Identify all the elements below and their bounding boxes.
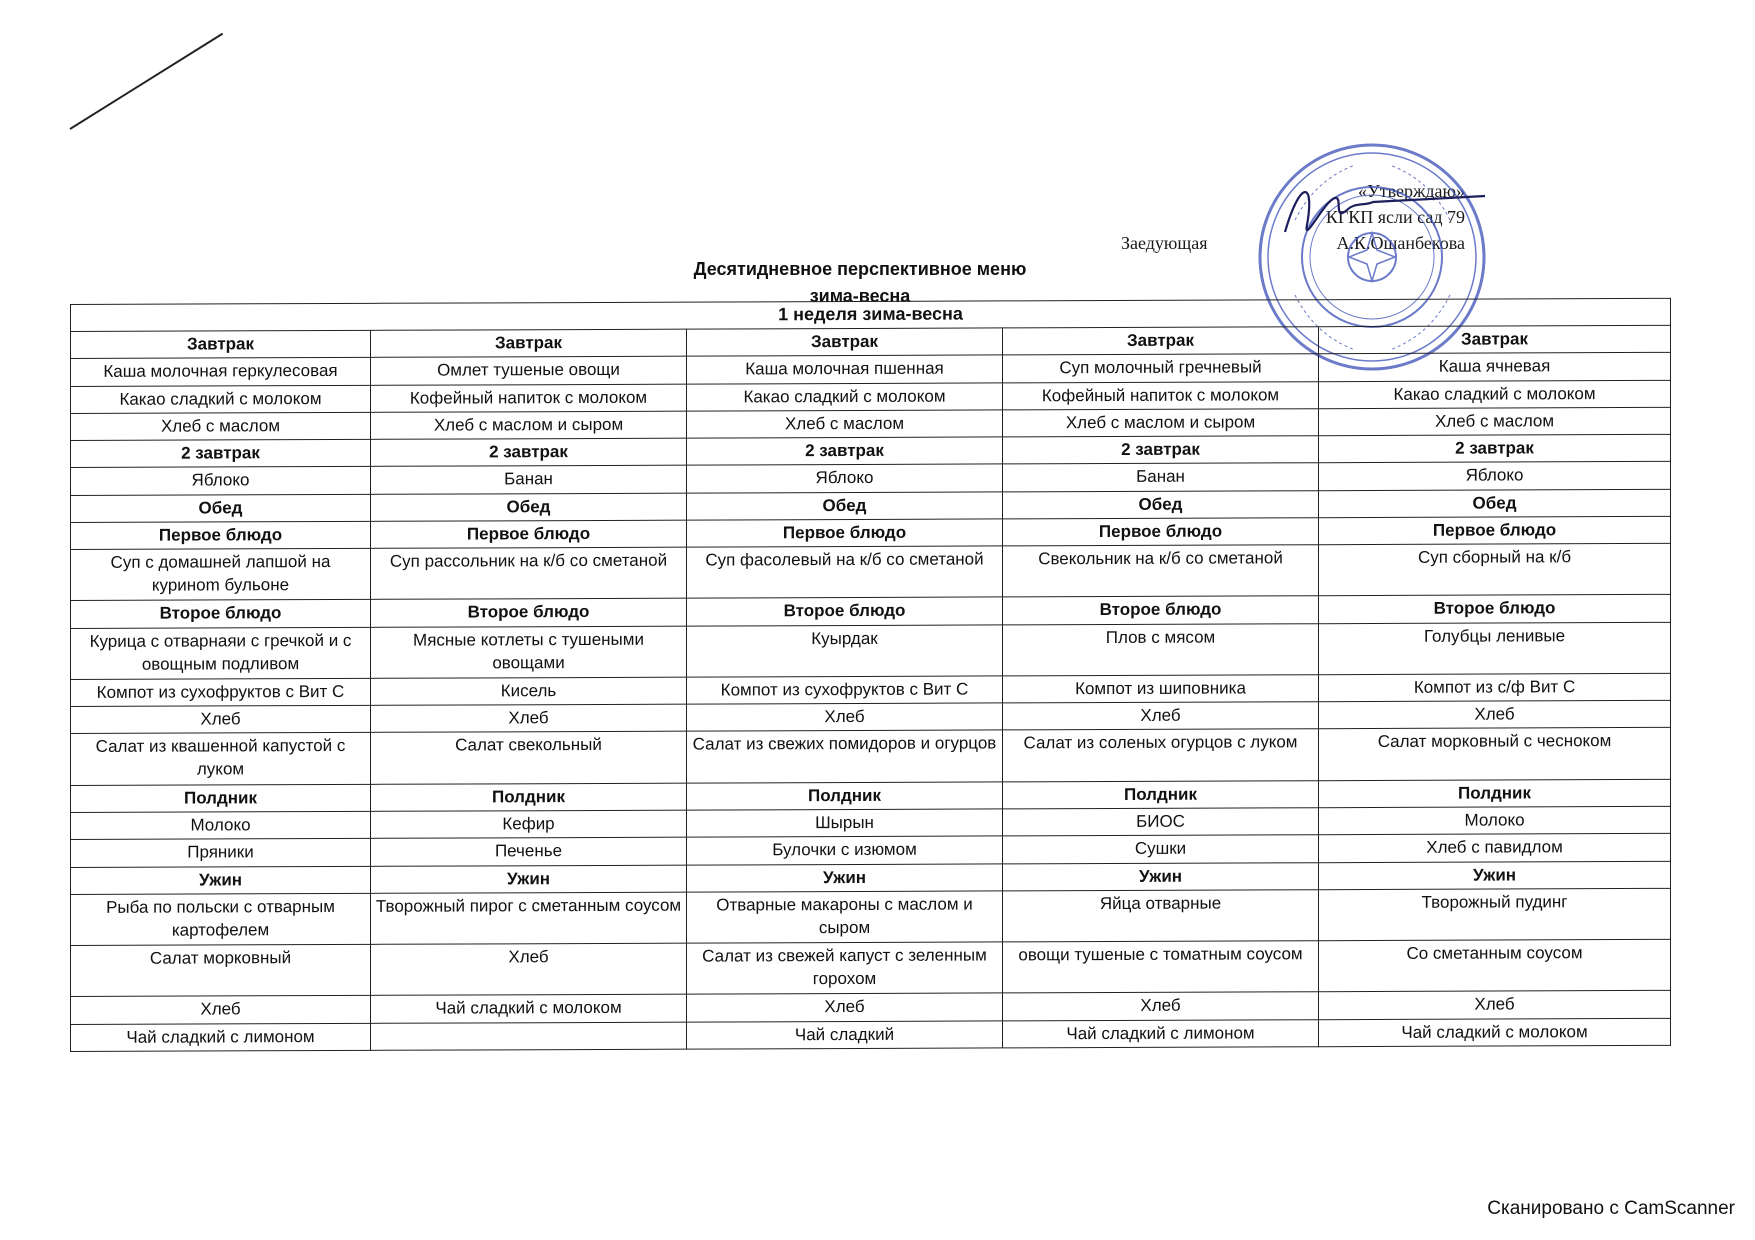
section-header-cell: 2 завтрак xyxy=(1319,435,1671,464)
menu-cell: Яблоко xyxy=(71,467,371,495)
menu-cell: Молоко xyxy=(71,811,371,839)
menu-cell: Каша молочная геркулесовая xyxy=(71,358,371,386)
menu-cell: Суп сборный на к/б xyxy=(1319,543,1671,596)
menu-cell: Шырын xyxy=(687,809,1003,837)
menu-cell: Кофейный напиток с молоком xyxy=(371,384,687,412)
menu-cell: Хлеб xyxy=(1003,702,1319,730)
menu-table xyxy=(70,298,1671,1052)
menu-cell: Печенье xyxy=(371,837,687,865)
section-header-cell: Обед xyxy=(1319,489,1671,518)
menu-cell: Салат свекольный xyxy=(371,732,687,785)
section-header-cell: Второе блюдо xyxy=(1319,595,1671,624)
menu-cell: Салат морковный xyxy=(71,944,371,996)
menu-cell: Какао сладкий с молоком xyxy=(1319,380,1671,409)
section-header-cell: Второе блюдо xyxy=(1003,596,1319,624)
menu-cell: Пряники xyxy=(71,839,371,867)
menu-cell: Хлеб xyxy=(687,703,1003,731)
menu-cell: Творожный пирог с сметанным соусом xyxy=(371,892,687,945)
menu-cell: Компот из сухофруктов с Вит С xyxy=(687,676,1003,704)
section-header-cell: Ужин xyxy=(687,863,1003,891)
menu-cell: Суп рассольник на к/б со сметаной xyxy=(371,547,687,600)
menu-cell: Салат из соленых огурцов с луком xyxy=(1003,729,1319,782)
section-header-cell: Первое блюдо xyxy=(1003,518,1319,546)
menu-cell: Плов с мясом xyxy=(1003,623,1319,676)
menu-cell: Суп молочный гречневый xyxy=(1003,354,1319,382)
section-header-cell: Ужин xyxy=(1319,861,1671,890)
title-line-2: зима-весна xyxy=(809,286,911,306)
menu-cell: Хлеб с маслом и сыром xyxy=(371,411,687,439)
table-row xyxy=(71,728,1671,785)
section-header-cell: Полдник xyxy=(1003,781,1319,809)
menu-cell: Яйца отварные xyxy=(1003,889,1319,942)
section-header-cell: Второе блюдо xyxy=(71,600,371,628)
pen-mark-line xyxy=(69,33,223,130)
menu-cell: Хлеб с маслом xyxy=(71,412,371,440)
section-header-cell: Ужин xyxy=(71,866,371,894)
menu-cell: Омлет тушеные овощи xyxy=(371,357,687,385)
camscanner-footer: Сканировано с CamScanner xyxy=(1487,1198,1735,1219)
menu-cell: Какао сладкий с молоком xyxy=(71,385,371,413)
table-row xyxy=(71,1018,1671,1052)
menu-cell: Хлеб с павидлом xyxy=(1319,834,1671,863)
menu-cell: Хлеб с маслом xyxy=(1319,407,1671,436)
table-row xyxy=(71,622,1671,679)
menu-cell: Рыба по польски с отварным картофелем xyxy=(71,893,371,945)
menu-cell: Салат из свежих помидоров и огурцов xyxy=(687,730,1003,783)
title-line-1: Десятидневное перспективное меню xyxy=(693,259,1027,279)
menu-cell: Яблоко xyxy=(1319,462,1671,491)
menu-cell xyxy=(371,1022,687,1051)
table-row xyxy=(71,543,1671,600)
section-header-cell: 2 завтрак xyxy=(687,437,1003,465)
section-header-cell: Завтрак xyxy=(687,328,1003,356)
approval-name: А.К.Ошанбекова xyxy=(1336,233,1465,253)
section-header-cell: Обед xyxy=(71,494,371,522)
menu-cell: Отварные макароны с маслом и сыром xyxy=(687,891,1003,944)
signature-icon xyxy=(1285,192,1485,232)
section-header-cell: 2 завтрак xyxy=(371,438,687,466)
section-header-cell: Завтрак xyxy=(71,331,371,359)
section-header-cell: Ужин xyxy=(1003,862,1319,890)
section-header-cell: Обед xyxy=(687,492,1003,520)
section-header-cell: Завтрак xyxy=(1319,326,1671,355)
section-header-cell: Первое блюдо xyxy=(687,519,1003,547)
menu-cell: Кофейный напиток с молоком xyxy=(1003,381,1319,409)
table-row xyxy=(71,939,1671,996)
approval-line-1: «Утверждаю» xyxy=(1357,181,1465,201)
menu-cell: Каша ячневая xyxy=(1319,353,1671,382)
section-header-cell: Ужин xyxy=(371,865,687,893)
menu-cell: Компот из сухофруктов с Вит С xyxy=(71,678,371,706)
menu-cell: Чай сладкий с молоком xyxy=(1319,1018,1671,1047)
menu-cell: Хлеб xyxy=(1319,991,1671,1020)
menu-cell: Свекольник на к/б со сметаной xyxy=(1003,545,1319,598)
menu-cell: Мясные котлеты с тушеными овощами xyxy=(371,626,687,679)
approval-position: Заедующая xyxy=(1121,233,1208,253)
menu-cell: Салат морковный с чесноком xyxy=(1319,728,1671,781)
table-row xyxy=(71,888,1671,945)
menu-cell: Яблоко xyxy=(687,464,1003,492)
menu-cell: Хлеб xyxy=(1319,701,1671,730)
section-header-cell: Второе блюдо xyxy=(687,597,1003,625)
section-header-cell: Полдник xyxy=(371,783,687,811)
menu-cell: Творожный пудинг xyxy=(1319,888,1671,941)
menu-cell: Чай сладкий с лимоном xyxy=(71,1023,371,1052)
section-header-cell: Полдник xyxy=(687,782,1003,810)
section-header-cell: Второе блюдо xyxy=(371,599,687,627)
menu-cell: Суп фасолевый на к/б со сметаной xyxy=(687,546,1003,599)
menu-cell: Хлеб xyxy=(371,943,687,996)
menu-cell: Чай сладкий xyxy=(687,1021,1003,1050)
menu-cell: Кефир xyxy=(371,810,687,838)
menu-cell: Какао сладкий с молоком xyxy=(687,383,1003,411)
menu-cell: Банан xyxy=(1003,463,1319,491)
menu-cell: Молоко xyxy=(1319,806,1671,835)
section-header-cell: Первое блюдо xyxy=(371,520,687,548)
menu-cell: Салат из свежей капуст с зеленным горохом xyxy=(687,942,1003,995)
menu-cell: Хлеб xyxy=(371,704,687,732)
menu-cell: Хлеб xyxy=(71,996,371,1024)
menu-cell: Сушки xyxy=(1003,835,1319,863)
menu-cell: Банан xyxy=(371,466,687,494)
menu-cell: Компот из шиповника xyxy=(1003,675,1319,703)
menu-cell: Хлеб xyxy=(687,993,1003,1021)
menu-cell: Со сметанным соусом xyxy=(1319,939,1671,992)
section-header-cell: Полдник xyxy=(1319,779,1671,808)
menu-cell: Салат из квашенной капустой с луком xyxy=(71,733,371,785)
menu-cell: Чай сладкий с молоком xyxy=(371,995,687,1023)
menu-cell: Компот из с/ф Вит С xyxy=(1319,673,1671,702)
section-header-cell: 2 завтрак xyxy=(1003,436,1319,464)
menu-cell: Хлеб с маслом и сыром xyxy=(1003,409,1319,437)
menu-cell: Кисель xyxy=(371,677,687,705)
week-header: 1 неделя зима-весна xyxy=(71,298,1671,331)
menu-cell: Голубцы ленивые xyxy=(1319,622,1671,675)
section-header-cell: Обед xyxy=(371,493,687,521)
menu-cell: Каша молочная пшенная xyxy=(687,355,1003,383)
menu-cell: Курица с отварнаяи с гречкой и с овощным подливом xyxy=(71,627,371,679)
menu-cell: Хлеб xyxy=(71,706,371,734)
section-header-cell: Завтрак xyxy=(371,329,687,357)
menu-table-wrapper xyxy=(70,298,1670,1052)
section-header-cell: Завтрак xyxy=(1003,327,1319,355)
section-header-cell: Полдник xyxy=(71,784,371,812)
approval-line-2: КГКП ясли сад 79 xyxy=(1325,207,1465,227)
menu-cell: Хлеб с маслом xyxy=(687,410,1003,438)
menu-cell: Хлеб xyxy=(1003,992,1319,1020)
menu-cell: овощи тушеные с томатным соусом xyxy=(1003,941,1319,994)
section-header-cell: 2 завтрак xyxy=(71,440,371,468)
menu-cell: Суп с домашней лапшой на куриноm бульоне xyxy=(71,548,371,600)
menu-cell: Куырдак xyxy=(687,625,1003,678)
section-header-cell: Первое блюдо xyxy=(71,521,371,549)
menu-cell: БИОС xyxy=(1003,808,1319,836)
menu-cell: Булочки с изюмом xyxy=(687,836,1003,864)
section-header-cell: Обед xyxy=(1003,490,1319,518)
menu-cell: Чай сладкий с лимоном xyxy=(1003,1019,1319,1048)
section-header-cell: Первое блюдо xyxy=(1319,516,1671,545)
